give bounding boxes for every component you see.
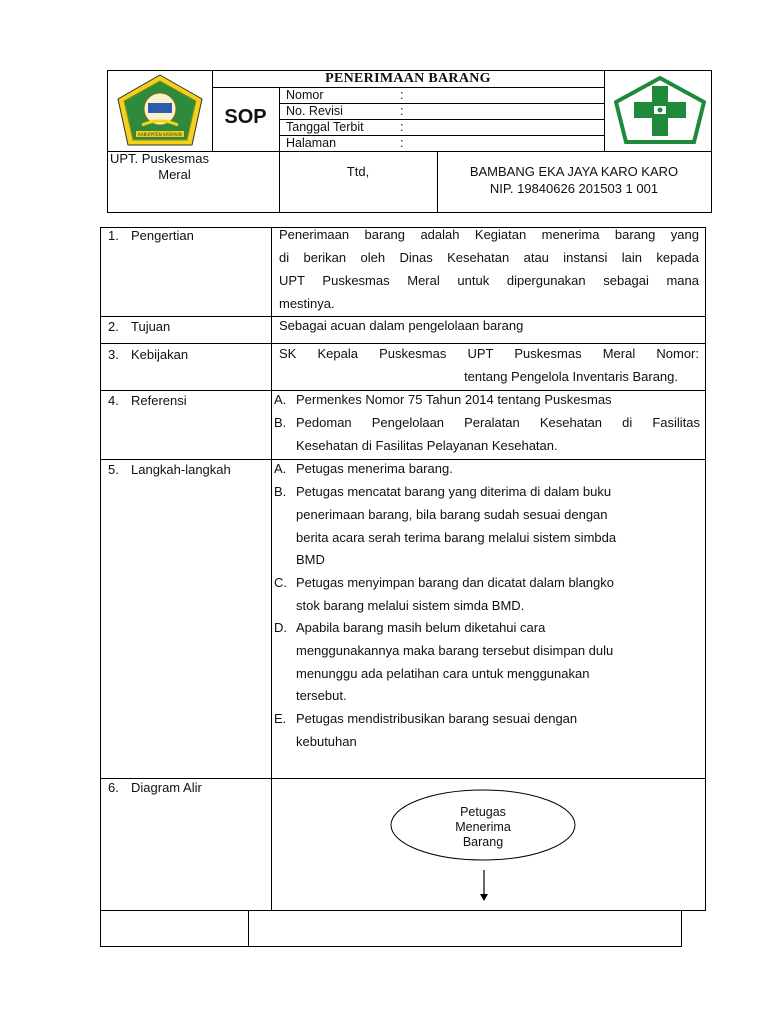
section-label-pengertian: Pengertian [131, 228, 194, 243]
meta-label-revisi: No. Revisi [286, 104, 343, 118]
item-marker: B. [274, 415, 287, 430]
langkah-item [274, 458, 700, 481]
item-line: Kesehatan di Fasilitas Pelayanan Kesehatan. [296, 437, 558, 453]
langkah-item [274, 617, 700, 708]
section-number: 1. [108, 228, 119, 243]
meta-colon: : [400, 88, 404, 102]
arrow-down-icon [478, 870, 490, 902]
health-cross-logo [614, 76, 706, 146]
referensi-item [274, 389, 700, 412]
item-line: menggunakannya maka barang tersebut disimpan dulu [296, 642, 614, 658]
pengertian-line: mestinya. [279, 296, 335, 311]
pengertian-line: Penerimaan barang adalah Kegiatan menerima barang yang [279, 227, 699, 242]
item-marker: B. [274, 484, 287, 499]
flow-node-start [390, 788, 576, 862]
item-line: tersebut. [296, 688, 347, 704]
item-line: stok barang melalui sistem simda BMD. [296, 597, 525, 613]
section-number: 4. [108, 393, 119, 408]
item-line: Petugas mencatat barang yang diterima di dalam buku [296, 484, 612, 499]
official-nip: NIP. 19840626 201503 1 001 [489, 181, 659, 196]
item-marker: E. [274, 711, 287, 726]
section-number: 5. [108, 462, 119, 477]
signature-label: Ttd, [346, 164, 370, 179]
item-line: kebutuhan [296, 733, 357, 749]
meta-label-nomor: Nomor [286, 88, 324, 102]
pengertian-line: di berikan oleh Dinas Kesehatan atau instansi lain kepada [279, 250, 699, 265]
health-cross-icon [614, 76, 706, 146]
item-line: penerimaan barang, bila barang sudah sesuai dengan [296, 506, 608, 522]
meta-colon: : [400, 104, 404, 118]
section-label-langkah: Langkah-langkah [131, 462, 231, 477]
official-name: BAMBANG EKA JAYA KARO KARO [469, 164, 679, 179]
item-marker: D. [274, 620, 287, 635]
section-label-tujuan: Tujuan [131, 319, 171, 334]
institution-line1: UPT. Puskesmas [110, 151, 209, 166]
item-line: menunggu ada pelatihan cara untuk menggunakan [296, 665, 590, 681]
institution-line2: Meral [158, 167, 191, 182]
section-number: 2. [108, 319, 119, 334]
section-label-diagram: Diagram Alir [131, 780, 202, 795]
item-line: Permenkes Nomor 75 Tahun 2014 tentang Puskesmas [296, 392, 612, 407]
svg-text:KABUPATEN KARIMUN: KABUPATEN KARIMUN [138, 132, 182, 137]
item-line: Petugas menyimpan barang dan dicatat dalam blangko [296, 575, 614, 590]
meta-colon: : [400, 136, 404, 150]
flow-node-text: Barang [462, 835, 504, 849]
sop-label: SOP [224, 106, 267, 128]
document-title: PENERIMAAN BARANG [325, 71, 491, 86]
flow-node-text: Petugas [460, 805, 506, 819]
regency-seal-logo [112, 73, 208, 149]
item-marker: C. [274, 575, 287, 590]
langkah-item [274, 708, 700, 754]
kebijakan-line1: SK Kepala Puskesmas UPT Puskesmas Meral Nomor: [279, 346, 699, 361]
item-marker: A. [274, 461, 287, 476]
section-number: 3. [108, 347, 119, 362]
pengertian-line: UPT Puskesmas Meral untuk dipergunakan sebagai mana [279, 273, 699, 288]
kebijakan-line2: tentang Pengelola Inventaris Barang. [464, 369, 678, 384]
item-line: Petugas menerima barang. [296, 461, 453, 476]
item-line: BMD [296, 552, 325, 568]
langkah-item [274, 572, 700, 618]
flow-arrow [478, 870, 490, 902]
section-number: 6. [108, 780, 119, 795]
item-line: Petugas mendistribusikan barang sesuai dengan [296, 711, 578, 726]
flow-node-text: Menerima [455, 820, 511, 834]
item-line: berita acara serah terima barang melalui sistem simbda [296, 529, 617, 545]
meta-label-halaman: Halaman [286, 136, 337, 150]
section-label-kebijakan: Kebijakan [131, 347, 189, 362]
tujuan-text: Sebagai acuan dalam pengelolaan barang [279, 318, 524, 333]
langkah-item [274, 481, 700, 572]
referensi-item [274, 412, 700, 458]
section-label-referensi: Referensi [131, 393, 187, 408]
item-line: Apabila barang masih belum diketahui cara [296, 620, 546, 635]
item-line: Pedoman Pengelolaan Peralatan Kesehatan di Fasilitas [296, 415, 700, 430]
seal-icon [112, 73, 208, 149]
item-marker: A. [274, 392, 287, 407]
meta-colon: : [400, 120, 404, 134]
meta-label-tanggal: Tanggal Terbit [286, 120, 364, 134]
